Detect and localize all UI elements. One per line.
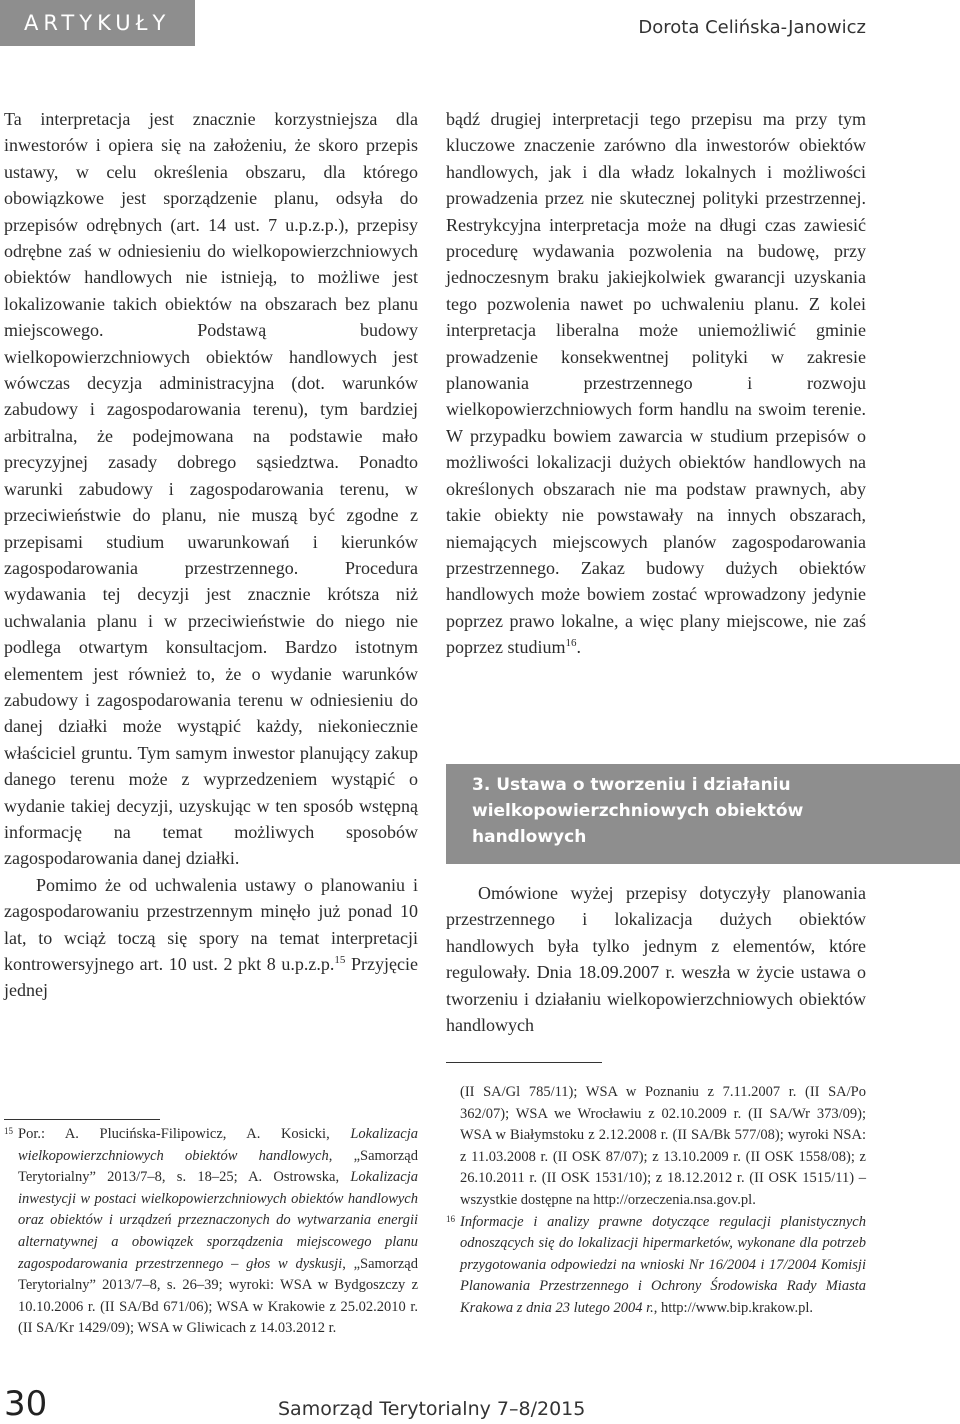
author-name: Dorota Celińska-Janowicz [638,17,866,38]
page-number: 30 [4,1384,48,1424]
footnote-15-part-e: , „Samorząd Terytorialny” 2013/7–8, s. 26–39; wyroki: WSA w Bydgoszczy z 10.10.2006 r. (II SA/Bd 671/06); WSA w Krakowie z 25.02.2010 r. (II SA/Kr 1429/09); WSA w Gliwicach z 14.03.2012 r. [18,1255,418,1337]
left-paragraph-2 [4,872,418,1004]
right-paragraph-1 [446,106,866,661]
right-paragraph-2: Omówione wyżej przepisy dotyczyły planowania przestrzennego i lokalizacja dużych obiektów handlowych była tylko jednym z elementów, które regulowały. Dnia 18.09.2007 r. weszła w życie ustawa o tworzeniu i działaniu wielkopowierzchniowych obiektów handlowych [446,883,866,1036]
right-paragraph-1-tail: . [576,637,581,658]
left-paragraph-1-text: Ta interpretacja jest znacznie korzystniejsza dla inwestorów i opiera się na założeniu, że skoro przepis ustawy, w celu określenia obszaru, dla którego obowiązkowe jest sporządzenie planu, odsyła do przepisów odrębnych (art. 14 ust. 7 u.p.z.p.), przepisy odrębne zaś w odniesieniu do wielkopowierzchniowych obiektów handlowych nie istnieją, to możliwe jest lokalizowanie takich obiektów na obszarach bez planu miejscowego. Podstawą budowy wielkopowierzchniowych obiektów handlowych jest wówczas decyzja administracyjna (dot. warunków zabudowy i zagospodarowania terenu), tym bardziej arbitralna, że podejmowana na podstawie mało precyzyjnej zasady dobrego sąsiedztwa. Ponadto warunki zabudowy i zagospodarowania terenu, w przeciwieństwie do planu, nie muszą być zgodne z przepisami studium uwarunkowań i kierunków zagospodarowania przestrzennego. Procedura wydawania tej decyzji jest znacznie krótsza niż uchwalania planu i w przeciwieństwie do niego nie podlega otwartym konsultacjom. Bardzo istotnym elementem jest również to, że o wydanie warunków zabudowy i zagospodarowania terenu w odniesieniu do danej działki może wystąpić każdy, niekoniecznie właściciel gruntu. Tym samym inwestor planujący zakup danego terenu może z wyprzedzeniem wystąpić o wydanie takiej decyzji, uzyskując w ten sposób wstępną informację na temat możliwych sposobów zagospodarowania danej działki. [4,109,418,869]
left-paragraph-2-text: Pomimo że od uchwalenia ustawy o planowaniu i zagospodarowaniu przestrzennym minęło już ponad 10 lat, to wciąż toczą się spory na temat interpretacji kontrowersyjnego art. 10 ust. 2 pkt 8 u.p.z.p. [4,874,418,974]
footnotes-left [4,1124,418,1340]
footnote-15-continued: (II SA/Gl 785/11); WSA w Poznaniu z 7.11.2007 r. (II SA/Po 362/07); WSA we Wrocławiu z 02.10.2009 r. (II SA/Wr 373/09); WSA w Białymstoku z 2.12.2008 r. (II SA/Bk 577/08); wyroki NSA: z 11.03.2008 r. (II OSK 87/07); z 13.10.2009 r. (II OSK 1558/08); z 26.10.2011 r. (II OSK 1531/10); z 18.12.2012 r. (II OSK 1515/11) – wszystkie dostępne na http://orzeczenia.nsa.gov.pl. [460,1084,866,1208]
footnote-15-part-a: Por.: A. Plucińska-Filipowicz, A. Kosicki, [18,1126,351,1142]
journal-name: Samorząd Terytorialny 7–8/2015 [278,1398,586,1420]
section-heading-line-1: 3. Ustawa o tworzeniu i działaniu [472,775,791,795]
right-column [446,106,866,661]
footnote-16 [446,1212,866,1320]
right-column-continued [446,880,866,1038]
left-column [4,106,418,1004]
footnote-ref-15[interactable]: 15 [334,954,346,966]
right-paragraph-1-text: bądź drugiej interpretacji tego przepisu ma przy tym kluczowe znaczenie zarówno dla inwestorów obiektów handlowych, jak i dla władz lokalnych i możliwości prowadzenia przez nie skutecznej polityki przestrzennej. Restrykcyjna interpretacja może na długi czas zawiesić procedurę wydawania pozwolenia na budowę, przy jednoczesnym braku jakiejkolwiek gwarancji uzyskania tego pozwolenia nawet po uchwaleniu planu. Z kolei interpretacja liberalna może uniemożliwić gminie prowadzenie konsekwentnej polityki w zakresie planowania przestrzennego i rozwoju wielkopowierzchniowych form handlu na swoim terenie. W przypadku bowiem zawarcia w studium przepisów o możliwości lokalizacji dużych obiektów handlowych na określonych obszarach nie ma podstaw prawnych, aby takie obiekty nie powstawały na innych obszarach, niemających miejscowych planów zagospodarowania przestrzennego. Zakaz budowy dużych obiektów handlowych może bowiem zostać wprowadzony jedynie poprzez prawo lokalne, a więc plany miejscowe, nie zaś poprzez studium [446,109,866,658]
footnote-16-number: 16 [446,1213,455,1224]
footnote-15-title-2: Lokalizacja inwestycji w postaci wielkopowierzchniowych obiektów handlowych oraz obiektów i urządzeń przeznaczonych do wytwarzania energii alternatywnej a obowiązek sporządzenia miejscowego planu zagospodarowania przestrzennego – głos w dyskusji [18,1169,418,1272]
footnote-divider-right [446,1062,602,1063]
section-heading-line-2: wielkopowierzchniowych obiektów [472,801,804,821]
footnote-divider-left [4,1119,160,1120]
left-paragraph-1 [4,106,418,872]
section-heading-line-3: handlowych [472,827,587,847]
left-paragraph-2-tail: Przyjęcie jednej [4,954,419,1001]
section-label: ARTYKUŁY [0,0,195,46]
section-heading [446,764,960,864]
footnote-15 [4,1124,418,1340]
footnote-15-part-c: , „Samorząd Terytorialny” 2013/7–8, s. 18–25; A. Ostrowska, [18,1147,418,1186]
footnote-16-text: Informacje i analizy prawne dotyczące regulacji planistycznych odnoszących się do lokalizacji hipermarketów, wykonane dla potrzeb przygotowania odpowiedzi na wnioski Nr 16/2004 i 17/2004 Komisji Planowania Przestrzennego i Ochrony Środowiska Rady Miasta Krakowa z dnia 23 lutego 2004 r. [460,1213,866,1316]
footnote-ref-16[interactable]: 16 [565,637,577,650]
footnote-15-number: 15 [4,1126,13,1136]
footnote-15-title-1: Lokalizacja wielkopowierzchniowych obiektów handlowych [18,1126,418,1164]
footnote-16-link[interactable]: , http://www.bip.krakow.pl. [653,1299,813,1316]
footnotes-right [446,1082,866,1320]
